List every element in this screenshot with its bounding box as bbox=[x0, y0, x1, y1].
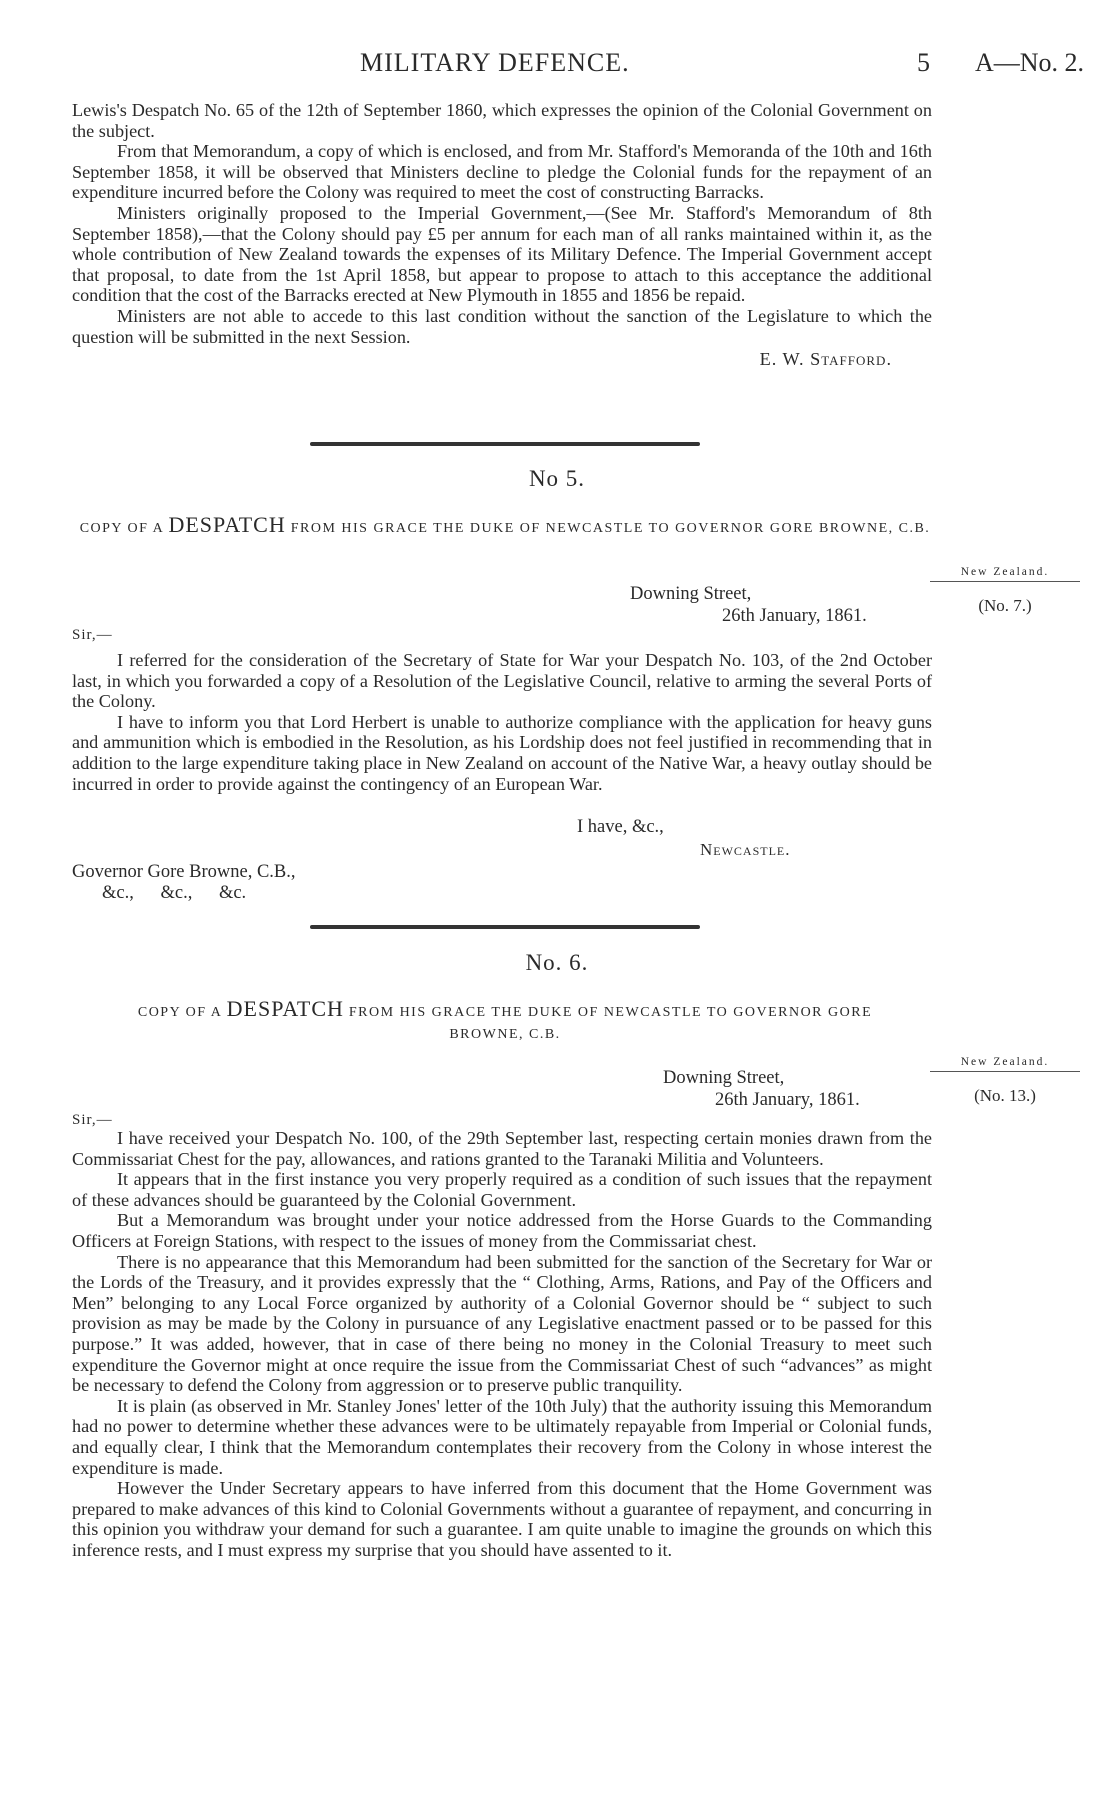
margin-despatch-number: (No. 7.) bbox=[978, 596, 1032, 615]
margin-country: New Zealand. bbox=[930, 1056, 1080, 1072]
addressee-line: Governor Gore Browne, C.B., bbox=[72, 862, 296, 882]
paragraph: I referred for the consideration of the Secretary of State for War your Despatch No. 103, of the 2nd October last, in which you forwarded a copy of a Resolution of the Legislative Council, relative to arming the several Ports of the Colony. bbox=[72, 650, 932, 712]
doc5-closing: I have, &c., bbox=[577, 817, 664, 837]
paragraph: Ministers originally proposed to the Imperial Government,—(See Mr. Stafford's Memorandum of 8th September 1858),—that the Colony should pay £5 per annum for each man of all ranks maintained within it, as the whole contribution of New Zealand towards the expenses of its Military Defence. The Imperial Government accept that proposal, to date from the 1st April 1858, but appear to propose to attach to this acceptance the additional condition that the cost of the Barracks erected at New Plymouth in 1855 and 1856 be repaid. bbox=[72, 202, 932, 306]
paragraph: Lewis's Despatch No. 65 of the 12th of September 1860, which expresses the opinion of the Colonial Government on the subject. bbox=[72, 100, 932, 141]
paragraph: However the Under Secretary appears to have inferred from this document that the Home Government was prepared to make advances of this kind to Colonial Governments without a guarantee of repayment, and concurring in this opinion you withdraw your demand for such a guarantee. I am quite unable to imagine the grounds on which this inference rests, and I must express my surprise that you should have assented to it. bbox=[72, 1478, 932, 1560]
heading-despatch: DESPATCH bbox=[168, 512, 286, 537]
doc5-number: No 5. bbox=[528, 466, 586, 491]
date: 26th January, 1861. bbox=[715, 1090, 860, 1110]
running-header-title: MILITARY DEFENCE. bbox=[360, 48, 630, 77]
signature-stafford: E. W. Stafford. bbox=[759, 349, 892, 370]
heading-line bbox=[70, 998, 940, 1024]
section-divider bbox=[310, 442, 700, 446]
date-place: Downing Street, bbox=[663, 1068, 785, 1088]
paragraph: Ministers are not able to accede to this last condition without the sanction of the Legislature to which the question will be submitted in the next Session. bbox=[72, 305, 932, 347]
section-divider bbox=[310, 925, 700, 929]
doc5-margin-note bbox=[930, 566, 1080, 616]
doc6-heading bbox=[70, 998, 940, 1046]
paragraph: It is plain (as observed in Mr. Stanley Jones' letter of the 10th July) that the authority issuing this Memorandum had no power to determine whether these advances were to be ultimately repayable from Imperial or Colonial funds, and equally clear, I think that the Memorandum contemplates their recovery from the Colony in whose interest the expenditure is made. bbox=[72, 1395, 932, 1478]
doc5-dateline bbox=[630, 583, 867, 627]
series-reference: A—No. 2. bbox=[975, 48, 1085, 77]
margin-country: New Zealand. bbox=[930, 566, 1080, 582]
date: 26th January, 1861. bbox=[722, 606, 867, 626]
doc5-heading bbox=[70, 514, 940, 540]
heading-rest-line2: BROWNE, C.B. bbox=[449, 1027, 561, 1042]
addressee-line: &c., &c., &c. bbox=[102, 883, 247, 903]
doc6-salutation: Sir,— bbox=[72, 1112, 113, 1128]
top-section-body bbox=[72, 100, 932, 370]
margin-despatch-number: (No. 13.) bbox=[974, 1086, 1036, 1105]
doc5-signature: Newcastle. bbox=[700, 840, 791, 859]
heading-rest: FROM HIS GRACE THE DUKE OF NEWCASTLE TO GOVERNOR GORE bbox=[348, 1005, 873, 1020]
paragraph: It appears that in the first instance you very properly required as a condition of such issues that the repayment of these advances should be guaranteed by the Colonial Government. bbox=[72, 1169, 932, 1210]
doc5-addressee bbox=[72, 862, 296, 904]
doc5-salutation: Sir,— bbox=[72, 627, 113, 643]
page-number: 5 bbox=[917, 48, 930, 77]
heading-rest: FROM HIS GRACE THE DUKE OF NEWCASTLE TO GOVERNOR GORE BROWNE, C.B. bbox=[290, 521, 931, 536]
paragraph: I have to inform you that Lord Herbert is unable to authorize compliance with the application for heavy guns and ammunition which is embodied in the Resolution, as his Lordship does not feel justified in recommending that in addition to the large expenditure taking place in New Zealand on account of the Native War, a heavy outlay should be incurred in order to provide against the contingency of an European War. bbox=[72, 711, 932, 794]
doc6-dateline bbox=[663, 1067, 860, 1111]
paragraph: There is no appearance that this Memorandum had been submitted for the sanction of the Secretary for War or the Lords of the Treasury, and it provides expressly that the “ Clothing, Arms, Rations, and Pay of the Officers and Men” belonging to any Local Force organized by authority of a Colonial Governor should be “ subject to such provision as may be made by the Colony in pursuance of any Legislative enactment passed or to be passed for this purpose.” It was added, however, that in case of there being no money in the Colonial Treasury to meet such expenditure the Governor might at once require the issue from the Commissariat Chest of such “advances” as might be necessary to defend the Colony from aggression or to preserve public tranquility. bbox=[72, 1251, 932, 1396]
doc6-number: No. 6. bbox=[525, 950, 589, 975]
heading-prefix: COPY OF A bbox=[79, 521, 164, 536]
heading-prefix: COPY OF A bbox=[137, 1005, 222, 1020]
doc6-margin-note bbox=[930, 1056, 1080, 1106]
heading-despatch: DESPATCH bbox=[226, 996, 344, 1021]
date-place: Downing Street, bbox=[630, 584, 752, 604]
paragraph: I have received your Despatch No. 100, of the 29th September last, respecting certain monies drawn from the Commissariat Chest for the pay, allowances, and rations granted to the Taranaki Militia and Volunteers. bbox=[72, 1128, 932, 1169]
doc5-body bbox=[72, 650, 932, 794]
paragraph: But a Memorandum was brought under your notice addressed from the Horse Guards to the Commanding Officers at Foreign Stations, with respect to the issues of money from the Commissariat chest. bbox=[72, 1210, 932, 1251]
paragraph: From that Memorandum, a copy of which is enclosed, and from Mr. Stafford's Memoranda of the 10th and 16th September 1858, it will be observed that Ministers decline to pledge the Colonial funds for the repayment of an expenditure incurred before the Colony was required to meet the cost of constructing Barracks. bbox=[72, 141, 932, 203]
doc6-body bbox=[72, 1128, 932, 1560]
